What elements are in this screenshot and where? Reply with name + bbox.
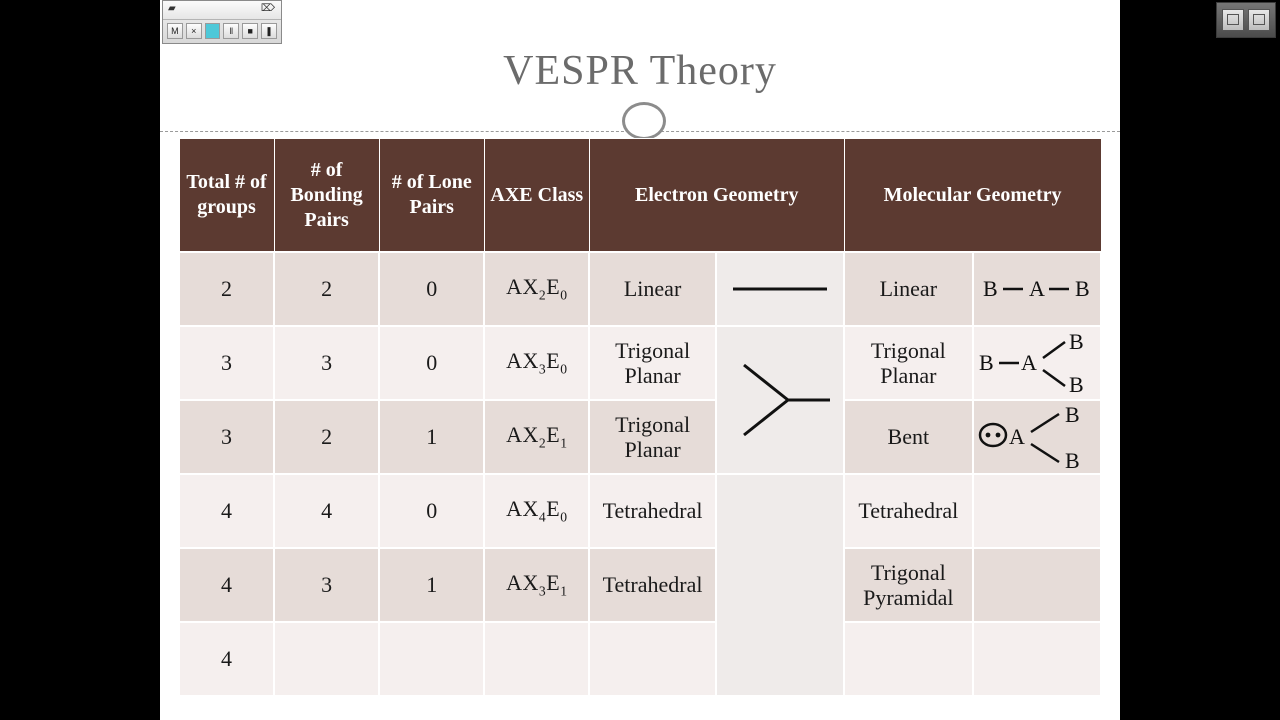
- cell-lone-pairs: 1: [379, 400, 484, 474]
- cell-electron-geometry-label: Trigonal Planar: [589, 400, 715, 474]
- axe-e-sub: 0: [560, 509, 568, 525]
- svg-text:B: B: [1068, 330, 1084, 354]
- bent-lonepair-a-bb-icon: [977, 404, 1097, 470]
- axe-ax: AX: [506, 348, 539, 374]
- axe-x-sub: 4: [538, 509, 547, 525]
- cell-electron-geometry-label: Tetrahedral: [589, 548, 715, 622]
- cell-total-groups: 3: [179, 400, 274, 474]
- axe-x-sub: 3: [538, 583, 547, 599]
- cell-total-groups: 3: [179, 326, 274, 400]
- recorder-button-row[interactable]: [163, 20, 281, 42]
- cell-total-groups: 2: [179, 252, 274, 326]
- cell-electron-geometry-label: [589, 622, 715, 696]
- next-button[interactable]: ❚: [261, 23, 277, 39]
- table-row: [179, 252, 1101, 326]
- cell-molecular-geometry-label: Trigonal Planar: [844, 326, 972, 400]
- header-electron-geometry: Electron Geometry: [589, 139, 844, 253]
- axe-ax: AX: [506, 496, 539, 522]
- header-axe-class: AXE Class: [484, 139, 589, 253]
- svg-text:A: A: [1008, 424, 1025, 449]
- header-total-groups: Total # of groups: [179, 139, 274, 253]
- cell-total-groups: 4: [179, 622, 274, 696]
- table-header-row: [179, 139, 1101, 253]
- screen-recorder-toolbar[interactable]: [162, 0, 282, 44]
- cell-molecular-geometry-diagram: [973, 326, 1102, 400]
- cell-axe-class: [484, 400, 589, 474]
- cell-electron-geometry-diagram: [716, 252, 844, 326]
- cell-total-groups: 4: [179, 548, 274, 622]
- cell-lone-pairs: 0: [379, 252, 484, 326]
- restore-window-icon: [1227, 14, 1239, 25]
- cell-lone-pairs: 1: [379, 548, 484, 622]
- cell-electron-geometry-label: Linear: [589, 252, 715, 326]
- header-molecular-geometry: Molecular Geometry: [844, 139, 1101, 253]
- axe-e: E: [546, 496, 561, 522]
- cell-molecular-geometry-label: [844, 622, 972, 696]
- axe-x-sub: 3: [538, 361, 547, 377]
- svg-text:B: B: [978, 350, 994, 375]
- axe-e-sub: 0: [560, 361, 568, 377]
- linear-line-icon: [725, 269, 835, 309]
- recorder-app-icon: ▰: [168, 3, 176, 14]
- cell-molecular-geometry-label: Tetrahedral: [844, 474, 972, 548]
- recorder-close-icon[interactable]: ⌦: [260, 3, 275, 14]
- axe-e-sub: 1: [560, 583, 568, 599]
- header-bonding-pairs: # of Bonding Pairs: [274, 139, 379, 253]
- cell-bonding-pairs: 3: [274, 548, 379, 622]
- linear-b-a-b-icon: [977, 267, 1097, 311]
- pause-button[interactable]: ‖: [223, 23, 239, 39]
- record-button[interactable]: [205, 23, 221, 39]
- svg-text:B: B: [1068, 372, 1084, 396]
- cell-lone-pairs: 0: [379, 474, 484, 548]
- axe-ax: AX: [506, 274, 539, 300]
- trigonal-planar-b-a-bb-icon: [977, 330, 1097, 396]
- cell-molecular-geometry-label: Linear: [844, 252, 972, 326]
- cell-electron-geometry-diagram: [716, 326, 844, 474]
- svg-text:B: B: [1074, 276, 1090, 301]
- letterbox-left: [0, 0, 160, 720]
- slide-canvas: [160, 0, 1120, 720]
- cell-axe-class: [484, 548, 589, 622]
- restore-window-button[interactable]: [1222, 9, 1244, 31]
- close-button[interactable]: ×: [186, 23, 202, 39]
- axe-ax: AX: [506, 422, 539, 448]
- axe-e: E: [546, 274, 561, 300]
- svg-text:B: B: [982, 276, 998, 301]
- recorder-titlebar[interactable]: [163, 1, 281, 20]
- header-lone-pairs: # of Lone Pairs: [379, 139, 484, 253]
- cell-axe-class: [484, 474, 589, 548]
- cell-bonding-pairs: [274, 622, 379, 696]
- cell-axe-class: [484, 252, 589, 326]
- page-title: VESPR Theory: [503, 48, 777, 94]
- cell-axe-class: [484, 622, 589, 696]
- menu-button[interactable]: M: [167, 23, 183, 39]
- vespr-table: [178, 138, 1102, 697]
- svg-text:A: A: [1028, 276, 1045, 301]
- cell-molecular-geometry-diagram: [973, 474, 1102, 548]
- cell-bonding-pairs: 2: [274, 400, 379, 474]
- letterbox-right: [1120, 0, 1280, 720]
- table-row: [179, 622, 1101, 696]
- table-row: [179, 400, 1101, 474]
- cell-molecular-geometry-diagram: [973, 548, 1102, 622]
- axe-e-sub: 1: [560, 435, 568, 451]
- cell-bonding-pairs: 2: [274, 252, 379, 326]
- cell-molecular-geometry-label: Trigonal Pyramidal: [844, 548, 972, 622]
- cell-molecular-geometry-diagram: [973, 622, 1102, 696]
- axe-e: E: [546, 422, 561, 448]
- cell-lone-pairs: [379, 622, 484, 696]
- axe-e: E: [546, 348, 561, 374]
- table-row: [179, 326, 1101, 400]
- maximize-window-button[interactable]: [1248, 9, 1270, 31]
- maximize-window-icon: [1253, 14, 1265, 25]
- axe-x-sub: 2: [538, 435, 547, 451]
- cell-electron-geometry-diagram: [716, 474, 844, 696]
- svg-text:B: B: [1064, 404, 1080, 427]
- window-controls[interactable]: [1216, 2, 1276, 38]
- decorative-ring-icon: [622, 102, 666, 140]
- svg-text:B: B: [1064, 448, 1080, 470]
- cell-molecular-geometry-label: Bent: [844, 400, 972, 474]
- cell-electron-geometry-label: Trigonal Planar: [589, 326, 715, 400]
- cell-lone-pairs: 0: [379, 326, 484, 400]
- cell-bonding-pairs: 3: [274, 326, 379, 400]
- svg-text:A: A: [1020, 350, 1037, 375]
- cell-bonding-pairs: 4: [274, 474, 379, 548]
- cell-electron-geometry-label: Tetrahedral: [589, 474, 715, 548]
- cell-molecular-geometry-diagram: [973, 252, 1102, 326]
- table-row: [179, 548, 1101, 622]
- axe-e-sub: 0: [560, 287, 568, 303]
- table-row: [179, 474, 1101, 548]
- axe-e: E: [546, 570, 561, 596]
- axe-x-sub: 2: [538, 287, 547, 303]
- cell-molecular-geometry-diagram: [973, 400, 1102, 474]
- axe-ax: AX: [506, 570, 539, 596]
- stop-button[interactable]: ■: [242, 23, 258, 39]
- trigonal-planar-y-icon: [726, 345, 834, 455]
- cell-axe-class: [484, 326, 589, 400]
- cell-total-groups: 4: [179, 474, 274, 548]
